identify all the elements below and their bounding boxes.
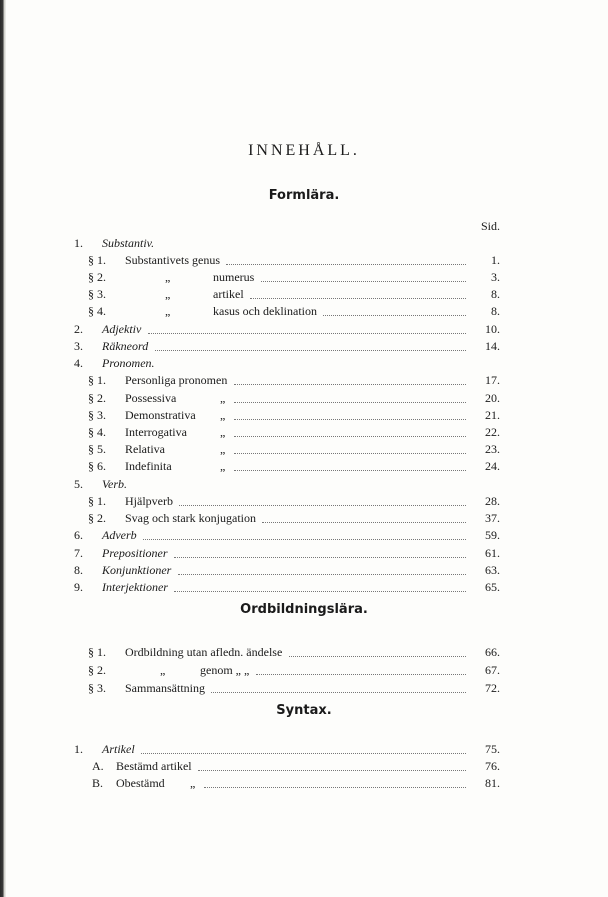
toc-entry-text: Interrogativa: [125, 425, 187, 439]
toc-row: [0, 252, 608, 269]
toc-page-number: 17.: [485, 373, 500, 387]
toc-entry-text: Interjektioner: [102, 580, 168, 594]
ditto-mark: „: [220, 459, 226, 473]
toc-row: [0, 424, 608, 441]
toc-entry-text: Hjälpverb: [125, 494, 173, 508]
toc-paragraph-number: § 1.: [88, 645, 106, 659]
ditto-mark: „: [165, 270, 171, 284]
dot-leader: [250, 286, 466, 299]
section-title-syntax: Syntax.: [276, 703, 332, 718]
toc-row: [0, 758, 608, 775]
toc-number: 5.: [74, 477, 83, 491]
toc-paragraph-number: § 4.: [88, 425, 106, 439]
section-title-formlara: Formlära.: [268, 188, 340, 203]
toc-page-number: 66.: [485, 645, 500, 659]
dot-leader: [256, 662, 466, 675]
toc-row: [0, 527, 608, 544]
toc-entry-text: Pronomen.: [102, 356, 155, 370]
toc-page-number: 59.: [485, 528, 500, 542]
toc-page-number: 61.: [485, 546, 500, 560]
toc-row: [0, 579, 608, 596]
toc-entry-text: Personliga pronomen: [125, 373, 228, 387]
toc-number: 8.: [74, 563, 83, 577]
toc-row: [0, 269, 608, 286]
toc-entry-text: Svag och stark konjugation: [125, 511, 256, 525]
ditto-mark: „: [220, 391, 226, 405]
toc-number: 3.: [74, 339, 83, 353]
dot-leader: [141, 741, 466, 754]
toc-entry-text: Adverb: [102, 528, 137, 542]
dot-leader: [226, 252, 466, 265]
toc-row: [0, 510, 608, 527]
dot-leader: [143, 527, 466, 540]
toc-number: 1.: [74, 742, 83, 756]
toc-row: [0, 493, 608, 510]
toc-entry-text: Relativa: [125, 442, 165, 456]
toc-page-number: 20.: [485, 391, 500, 405]
toc-page-number: 75.: [485, 742, 500, 756]
toc-row: [0, 562, 608, 579]
page-title: INNEHÅLL.: [248, 142, 360, 159]
sid-header: [0, 218, 608, 235]
toc-number: 7.: [74, 546, 83, 560]
toc-entry-text: Konjunktioner: [102, 563, 172, 577]
dot-leader: [234, 407, 466, 420]
toc-row: [0, 235, 608, 252]
toc-entry-text: Sammansättning: [125, 681, 205, 695]
toc-paragraph-number: § 5.: [88, 442, 106, 456]
toc-paragraph-number: § 3.: [88, 681, 106, 695]
dot-leader: [179, 493, 466, 506]
ditto-mark: „: [160, 663, 166, 677]
toc-entry-text: Artikel: [102, 742, 135, 756]
toc-paragraph-number: § 3.: [88, 408, 106, 422]
toc-paragraph-number: § 6.: [88, 459, 106, 473]
toc-page-number: 37.: [485, 511, 500, 525]
toc-entry-text: Possessiva: [125, 391, 177, 405]
ditto-mark: „: [220, 442, 226, 456]
toc-paragraph-number: § 2.: [88, 663, 106, 677]
dot-leader: [234, 372, 466, 385]
toc-paragraph-number: § 1.: [88, 373, 106, 387]
toc-page-number: 1.: [491, 253, 500, 267]
dot-leader: [174, 579, 466, 592]
toc-page-number: 24.: [485, 459, 500, 473]
ditto-mark: „: [165, 304, 171, 318]
toc-entry-text: kasus och deklination: [213, 304, 317, 318]
toc-entry-text: Ordbildning utan afledn. ändelse: [125, 645, 283, 659]
toc-letter: B.: [92, 776, 104, 790]
toc-paragraph-number: § 1.: [88, 494, 106, 508]
toc-page-number: 81.: [485, 776, 500, 790]
toc-entry-text: Prepositioner: [102, 546, 168, 560]
toc-paragraph-number: § 2.: [88, 270, 106, 284]
dot-leader: [261, 269, 466, 282]
toc-paragraph-number: § 2.: [88, 391, 106, 405]
sid-label: Sid.: [480, 219, 500, 233]
toc-page-number: 63.: [485, 563, 500, 577]
toc-page-number: 8.: [491, 287, 500, 301]
toc-entry-text: Substantivets genus: [125, 253, 220, 267]
toc-row: [0, 303, 608, 320]
toc-row: [0, 476, 608, 493]
dot-leader: [234, 424, 466, 437]
toc-row: [0, 680, 608, 697]
dot-leader: [234, 458, 466, 471]
toc-row: [0, 545, 608, 562]
toc-row: [0, 441, 608, 458]
toc-row: [0, 458, 608, 475]
toc-row: [0, 321, 608, 338]
toc-page-number: 72.: [485, 681, 500, 695]
dot-leader: [204, 775, 466, 788]
dot-leader: [289, 644, 466, 657]
section-title-ordbildningslara: Ordbildningslära.: [240, 602, 368, 617]
ditto-mark: „: [220, 425, 226, 439]
toc-paragraph-number: § 4.: [88, 304, 106, 318]
toc-row: [0, 775, 608, 792]
toc-page-number: 3.: [491, 270, 500, 284]
toc-row: [0, 355, 608, 372]
toc-number: 2.: [74, 322, 83, 336]
toc-paragraph-number: § 1.: [88, 253, 106, 267]
toc-entry-text: numerus: [213, 270, 255, 284]
toc-paragraph-number: § 3.: [88, 287, 106, 301]
ditto-mark: „: [190, 776, 196, 790]
dot-leader: [262, 510, 466, 523]
toc-row: [0, 644, 608, 661]
toc-row: [0, 741, 608, 758]
toc-number: 4.: [74, 356, 83, 370]
toc-entry-text: Räkneord: [102, 339, 149, 353]
toc-page-number: 21.: [485, 408, 500, 422]
toc-row: [0, 338, 608, 355]
toc-entry-text: Adjektiv: [102, 322, 142, 336]
toc-row: [0, 662, 608, 679]
toc-letter: A.: [92, 759, 104, 773]
ditto-mark: „: [165, 287, 171, 301]
toc-entry-text: Substantiv.: [102, 236, 155, 250]
dot-leader: [323, 303, 466, 316]
toc-number: 1.: [74, 236, 83, 250]
dot-leader: [174, 545, 466, 558]
toc-page-number: 28.: [485, 494, 500, 508]
toc-page-number: 23.: [485, 442, 500, 456]
toc-page-number: 14.: [485, 339, 500, 353]
toc-row: [0, 372, 608, 389]
toc-entry-text: Bestämd artikel: [116, 759, 192, 773]
dot-leader: [234, 390, 466, 403]
toc-number: 9.: [74, 580, 83, 594]
dot-leader: [155, 338, 466, 351]
toc-row: [0, 286, 608, 303]
toc-page-number: 22.: [485, 425, 500, 439]
toc-entry-text: Obestämd: [116, 776, 165, 790]
toc-entry-text: Indefinita: [125, 459, 172, 473]
toc-entry-text: artikel: [213, 287, 244, 301]
toc-row: [0, 407, 608, 424]
toc-page-number: 65.: [485, 580, 500, 594]
toc-page-number: 67.: [485, 663, 500, 677]
dot-leader: [198, 758, 466, 771]
toc-page-number: 76.: [485, 759, 500, 773]
toc-page-number: 10.: [485, 322, 500, 336]
toc-entry-text: Demonstrativa: [125, 408, 196, 422]
ditto-mark: „: [220, 408, 226, 422]
toc-row: [0, 390, 608, 407]
dot-leader: [178, 562, 466, 575]
toc-entry-text: genom „ „: [200, 663, 250, 677]
toc-paragraph-number: § 2.: [88, 511, 106, 525]
toc-number: 6.: [74, 528, 83, 542]
toc-entry-text: Verb.: [102, 477, 127, 491]
dot-leader: [211, 680, 466, 693]
dot-leader: [148, 321, 466, 334]
toc-page-number: 8.: [491, 304, 500, 318]
dot-leader: [234, 441, 466, 454]
